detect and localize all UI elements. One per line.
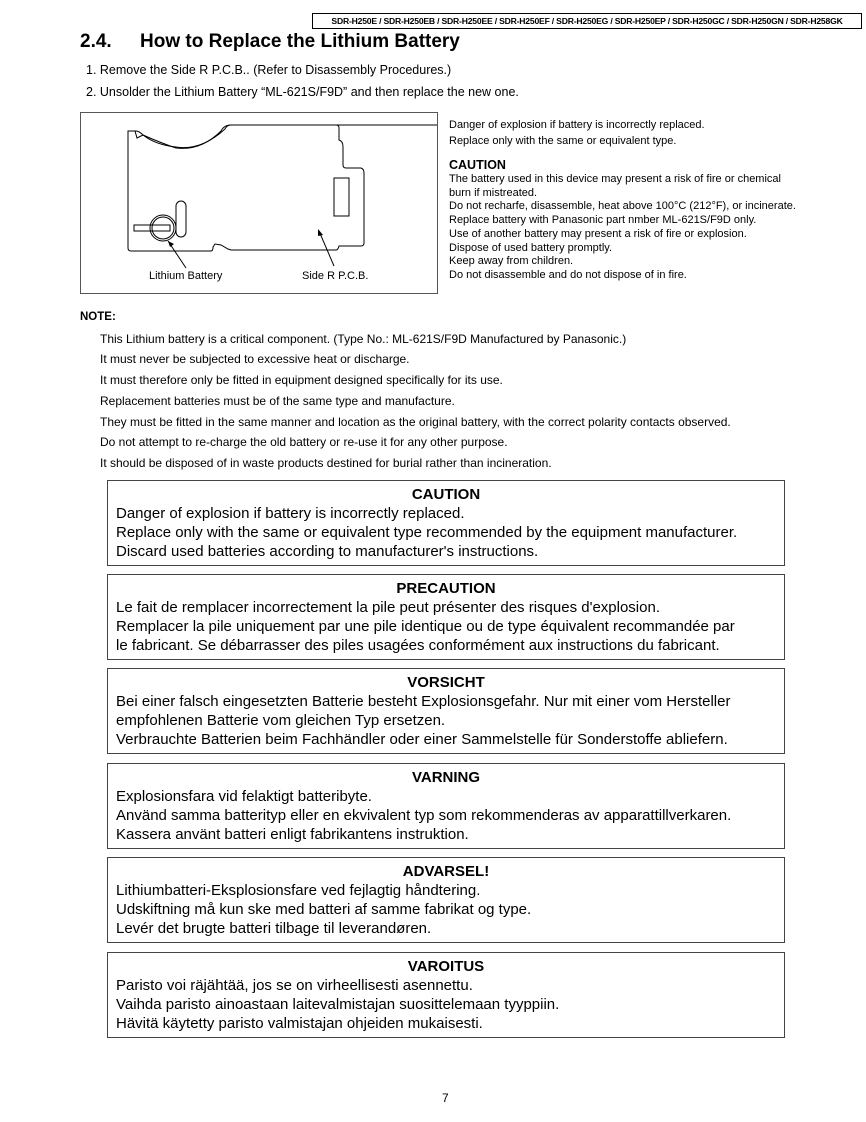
side-line: Use of another battery may present a risk of fire or explosion. — [449, 227, 747, 240]
note-line: It must therefore only be fitted in equipment designed specifically for its use. — [100, 373, 503, 387]
box-line: Explosionsfara vid felaktigt batteribyte. — [116, 788, 372, 805]
side-caution-text — [449, 117, 796, 283]
box-title: VAROITUS — [407, 958, 485, 975]
box-line: Remplacer la pile uniquement par une pile identique ou de type équivalent recommandée par — [116, 618, 735, 635]
box-line: Replace only with the same or equivalent type recommended by the equipment manufacturer. — [116, 524, 738, 541]
section-title-text: How to Replace the Lithium Battery — [140, 31, 460, 52]
box-line: Hävitä käytetty paristo valmistajan ohjeiden mukaisesti. — [116, 1015, 483, 1032]
note-line: It must never be subjected to excessive heat or discharge. — [100, 352, 410, 366]
pcb-illustration — [81, 113, 437, 293]
note-line: This Lithium battery is a critical component. (Type No.: ML-621S/F9D Manufactured by Panasonic.) — [100, 332, 627, 346]
note-line: It should be disposed of in waste products destined for burial rather than incineration. — [100, 456, 552, 470]
caution-box-fi — [107, 952, 785, 1038]
box-line: Udskiftning må kun ske med batteri af samme fabrikat og type. — [116, 901, 532, 918]
box-line: Levér det brugte batteri tilbage til leverandøren. — [116, 920, 432, 937]
side-line: Replace battery with Panasonic part nmber ML-621S/F9D only. — [449, 214, 757, 227]
box-title: VARNING — [411, 769, 481, 786]
side-line: Keep away from children. — [449, 255, 574, 268]
note-line: Do not attempt to re-charge the old battery or re-use it for any other purpose. — [100, 435, 508, 449]
box-line: Paristo voi räjähtää, jos se on virheellisesti asennettu. — [116, 977, 473, 994]
box-line: Discard used batteries according to manufacturer's instructions. — [116, 543, 539, 560]
caution-box-sv — [107, 763, 785, 849]
side-line: Do not disassemble and do not dispose of in fire. — [449, 268, 687, 281]
side-line: The battery used in this device may present a risk of fire or chemical — [449, 173, 781, 185]
caution-box-en — [107, 480, 785, 566]
side-line: Do not recharfe, disassemble, heat above 100°C (212°F), or incinerate. — [449, 200, 796, 213]
step-2: 2. Unsolder the Lithium Battery “ML-621S/F9D” and then replace the new one. — [86, 85, 519, 99]
box-title: CAUTION — [411, 486, 481, 503]
note-line: They must be fitted in the same manner and location as the original battery, with the correct polarity contacts observed. — [100, 415, 731, 429]
box-line: Lithiumbatteri-Eksplosionsfare ved fejlagtig håndtering. — [116, 882, 481, 899]
side-line: burn if mistreated. — [449, 186, 538, 199]
box-title: PRECAUTION — [396, 580, 496, 597]
box-line: le fabricant. Se débarrasser des piles usagées conformément aux instructions du fabricant. — [116, 637, 720, 654]
box-line: Verbrauchte Batterien beim Fachhändler oder einer Sammelstelle für Sonderstoffe abliefern. — [116, 731, 728, 748]
box-line: Använd samma batterityp eller en ekvivalent typ som rekommenderas av apparattillverkaren. — [116, 807, 732, 824]
box-line: Danger of explosion if battery is incorrectly replaced. — [116, 505, 465, 522]
box-line: Vaihda paristo ainoastaan laitevalmistajan suosittelemaan tyyppiin. — [116, 996, 560, 1013]
box-line: empfohlenen Batterie vom gleichen Typ ersetzen. — [116, 712, 446, 729]
step-1: 1. Remove the Side R P.C.B.. (Refer to Disassembly Procedures.) — [86, 63, 452, 77]
label-side-r-pcb: Side R P.C.B. — [302, 270, 369, 282]
section-title — [80, 31, 460, 53]
side-line: Dispose of used battery promptly. — [449, 241, 613, 254]
box-line: Le fait de remplacer incorrectement la pile peut présenter des risques d'explosion. — [116, 599, 660, 616]
box-line: Bei einer falsch eingesetzten Batterie besteht Explosionsgefahr. Nur mit einer vom Hersteller — [116, 693, 731, 710]
battery-diagram — [80, 112, 438, 294]
box-title: VORSICHT — [407, 674, 485, 691]
model-header: SDR-H250E / SDR-H250EB / SDR-H250EE / SDR-H250EF / SDR-H250EG / SDR-H250EP / SDR-H250GC / SDR-H250GN / SDR-H258GK — [312, 13, 862, 29]
box-title: ADVARSEL! — [402, 863, 490, 880]
side-caution-title: CAUTION — [449, 158, 506, 172]
note-title: NOTE: — [80, 311, 116, 323]
section-number: 2.4. — [80, 31, 112, 52]
page-number: 7 — [442, 1091, 449, 1105]
caution-box-fr — [107, 574, 785, 660]
caution-box-de — [107, 668, 785, 754]
side-line: Replace only with the same or equivalent type. — [449, 135, 677, 147]
caution-box-da — [107, 857, 785, 943]
label-lithium-battery: Lithium Battery — [149, 270, 223, 282]
note-line: Replacement batteries must be of the same type and manufacture. — [100, 394, 455, 408]
side-line: Danger of explosion if battery is incorrectly replaced. — [449, 119, 705, 131]
box-line: Kassera använt batteri enligt fabrikantens instruktion. — [116, 826, 469, 843]
